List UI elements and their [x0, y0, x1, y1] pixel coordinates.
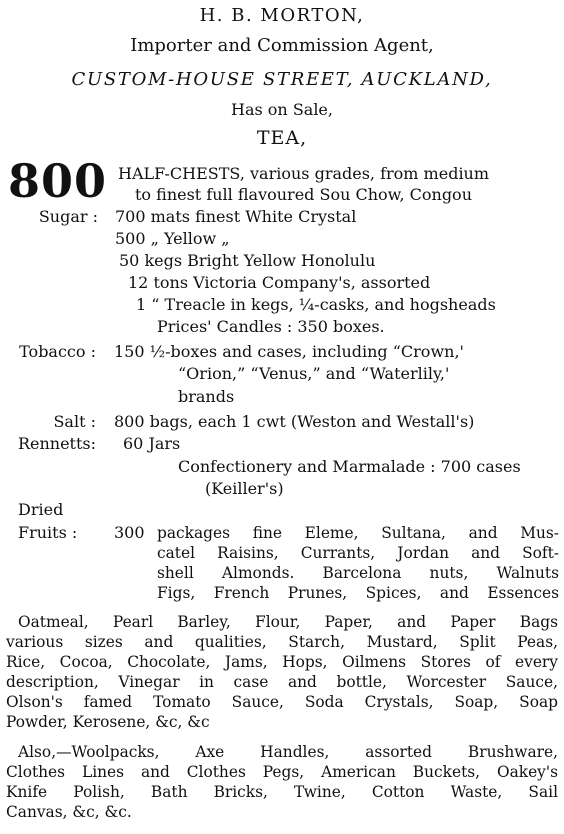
candles-line: Prices' Candles : 350 boxes. — [157, 317, 385, 336]
groceries-line: Rice, Cocoa, Chocolate, Jams, Hops, Oilmens Stores of every — [6, 653, 558, 671]
groceries-line: Oatmeal, Pearl Barley, Flour, Paper, and Paper Bags — [18, 613, 558, 631]
dried-fruits-qty: 300 — [114, 523, 145, 542]
groceries-line: description, Vinegar in case and bottle, Worcester Sauce, — [6, 673, 558, 691]
dried-fruits-label-1: Dried — [18, 500, 64, 519]
dried-fruits-line: catel Raisins, Currants, Jordan and Soft- — [157, 544, 559, 562]
salt-line: 800 bags, each 1 cwt (Weston and Westall's) — [114, 412, 475, 431]
tobacco-line: brands — [178, 387, 235, 406]
sugar-line: 500 „ Yellow „ — [115, 229, 230, 248]
sugar-line: 12 tons Victoria Company's, assorted — [128, 273, 431, 292]
tea-line-2: to finest full flavoured Sou Chow, Congou — [135, 185, 472, 204]
merchant-address: CUSTOM-HOUSE STREET, AUCKLAND, — [71, 69, 493, 90]
also-paragraph — [6, 742, 558, 822]
sugar-line: 700 mats finest White Crystal — [115, 207, 357, 226]
confectionery-line-1: Confectionery and Marmalade : 700 cases — [178, 457, 521, 476]
rennetts-label: Rennetts: — [17, 434, 96, 453]
groceries-line: Powder, Kerosene, &c, &c — [6, 713, 210, 731]
dried-fruits-line: Figs, French Prunes, Spices, and Essences — [157, 584, 559, 602]
sugar-label: Sugar : — [38, 207, 98, 226]
groceries-paragraph — [6, 612, 558, 732]
sugar-line: 50 kegs Bright Yellow Honolulu — [119, 251, 376, 270]
also-line: Knife Polish, Bath Bricks, Twine, Cotton Waste, Sail — [6, 783, 558, 801]
dried-fruits-label-2: Fruits : — [18, 523, 78, 542]
groceries-line: various sizes and qualities, Starch, Mustard, Split Peas, — [6, 633, 558, 651]
on-sale-heading: Has on Sale, — [231, 100, 333, 119]
tobacco-label: Tobacco : — [19, 342, 96, 361]
sugar-line: 1 “ Treacle in kegs, ¼-casks, and hogsheads — [136, 295, 496, 314]
tobacco-line: “Orion,” “Venus,” and “Waterlily,' — [178, 364, 450, 383]
confectionery-line-2: (Keiller's) — [205, 479, 284, 498]
dried-fruits-line: shell Almonds. Barcelona nuts, Walnuts — [157, 564, 559, 582]
tea-heading: TEA, — [256, 127, 308, 149]
tea-line-1: HALF-CHESTS, various grades, from medium — [118, 164, 490, 183]
tea-quantity: 800 — [8, 154, 108, 208]
dried-fruits-text — [157, 523, 559, 603]
salt-label: Salt : — [53, 412, 96, 431]
groceries-line: Olson's famed Tomato Sauce, Soda Crystals, Soap, Soap — [6, 693, 558, 711]
also-line: Clothes Lines and Clothes Pegs, American Buckets, Oakey's — [6, 763, 558, 781]
also-line: Also,—Woolpacks, Axe Handles, assorted Brushware, — [18, 743, 558, 761]
also-line: Canvas, &c, &c. — [6, 803, 132, 821]
merchant-role: Importer and Commission Agent, — [130, 35, 434, 56]
rennetts-line: 60 Jars — [123, 434, 181, 453]
tobacco-line: 150 ½-boxes and cases, including “Crown,' — [114, 342, 464, 361]
merchant-name: H. B. MORTON, — [199, 5, 365, 26]
dried-fruits-line: packages fine Eleme, Sultana, and Mus- — [157, 524, 559, 542]
